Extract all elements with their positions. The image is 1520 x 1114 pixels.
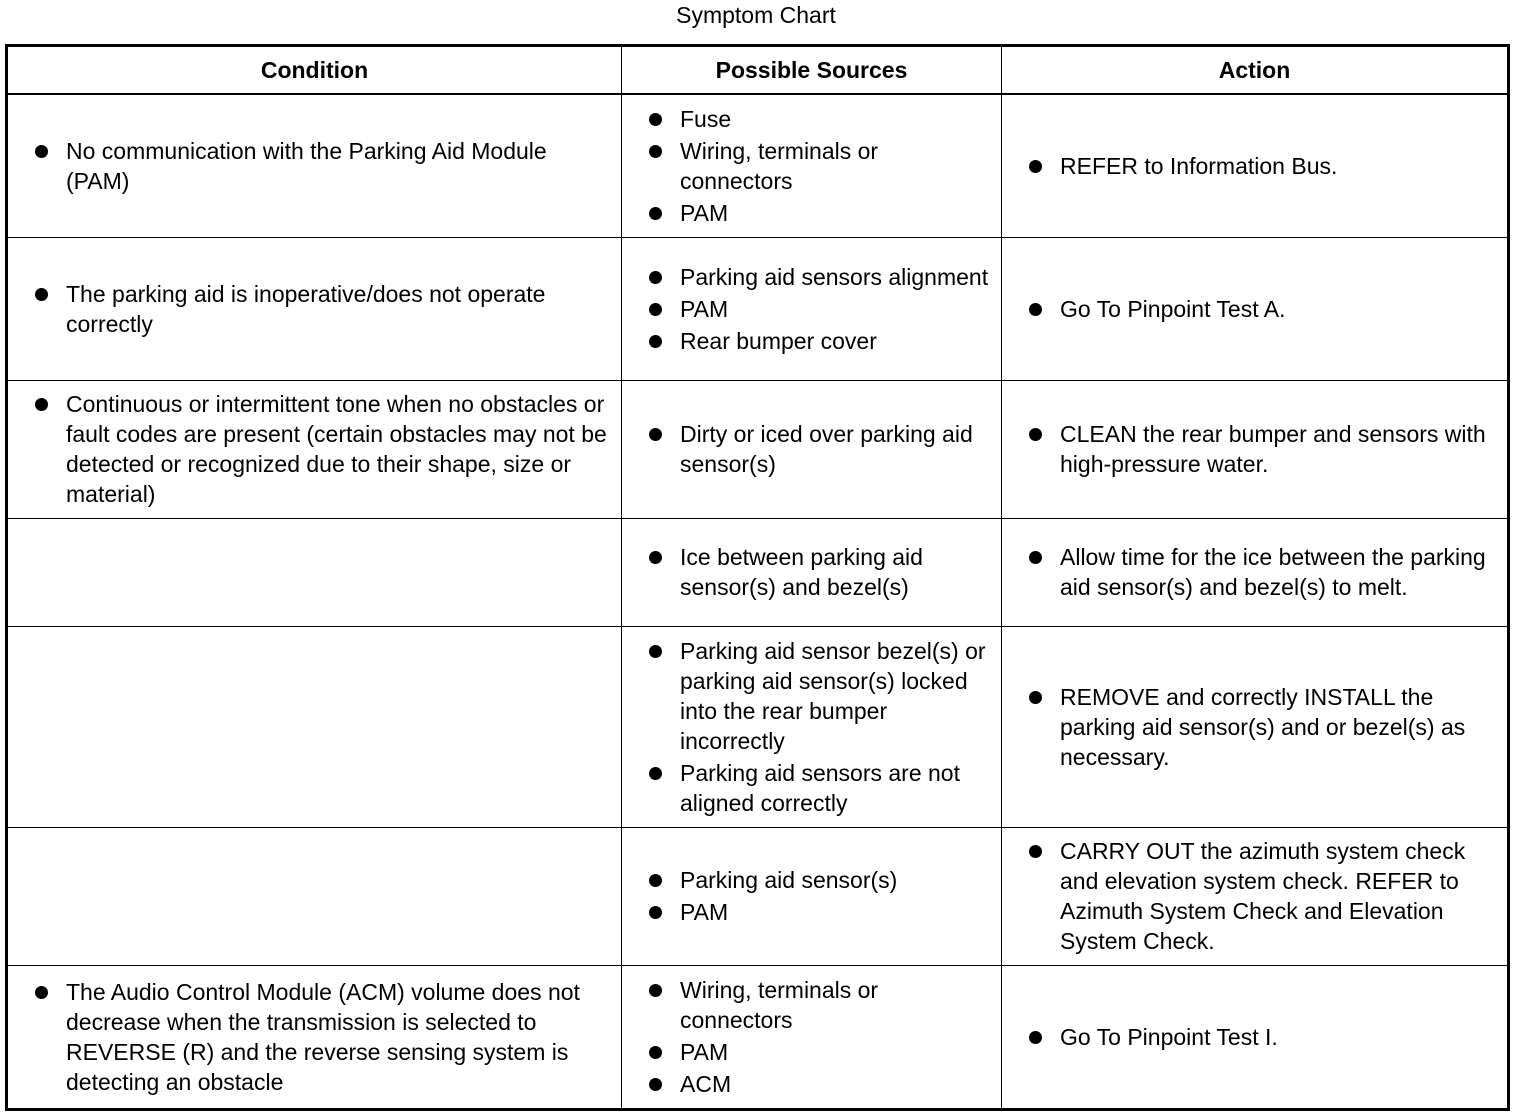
condition-cell	[7, 965, 622, 1109]
list-item: CLEAN the rear bumper and sensors with high-pressure water.	[1002, 419, 1495, 479]
list-item: REMOVE and correctly INSTALL the parking aid sensor(s) and or bezel(s) as necessary.	[1002, 682, 1495, 772]
possible-sources-list	[622, 411, 1001, 487]
possible-sources-cell	[622, 626, 1002, 827]
action-list	[1002, 534, 1507, 610]
symptom-chart-table	[5, 44, 1510, 1111]
list-item: PAM	[622, 294, 989, 324]
table-row	[7, 237, 1509, 380]
condition-cell	[7, 380, 622, 518]
condition-list	[8, 381, 621, 517]
list-item: PAM	[622, 897, 989, 927]
list-item: Parking aid sensor(s)	[622, 865, 989, 895]
action-cell	[1002, 626, 1509, 827]
condition-list	[8, 969, 621, 1105]
table-row	[7, 518, 1509, 626]
action-list	[1002, 286, 1507, 332]
condition-cell	[7, 237, 622, 380]
possible-sources-cell	[622, 237, 1002, 380]
list-item: The parking aid is inoperative/does not operate correctly	[8, 279, 609, 339]
page-title: Symptom Chart	[676, 2, 836, 28]
action-list	[1002, 828, 1507, 964]
possible-sources-list	[622, 96, 1001, 236]
list-item: CARRY OUT the azimuth system check and elevation system check. REFER to Azimuth System Check and Elevation System Check.	[1002, 836, 1495, 956]
header-row	[7, 46, 1509, 95]
list-item: Parking aid sensors alignment	[622, 262, 989, 292]
header-condition: Condition	[7, 46, 622, 95]
condition-list	[8, 271, 621, 347]
list-item: Parking aid sensor bezel(s) or parking aid sensor(s) locked into the rear bumper incorrectly	[622, 636, 989, 756]
possible-sources-cell	[622, 518, 1002, 626]
condition-cell	[7, 518, 622, 626]
possible-sources-cell	[622, 94, 1002, 237]
condition-cell	[7, 827, 622, 965]
possible-sources-cell	[622, 827, 1002, 965]
list-item: Wiring, terminals or connectors	[622, 136, 989, 196]
list-item: Wiring, terminals or connectors	[622, 975, 989, 1035]
action-cell	[1002, 518, 1509, 626]
possible-sources-cell	[622, 965, 1002, 1109]
list-item: REFER to Information Bus.	[1002, 151, 1495, 181]
condition-cell	[7, 626, 622, 827]
table-row	[7, 380, 1509, 518]
list-item: Fuse	[622, 104, 989, 134]
action-cell	[1002, 827, 1509, 965]
action-list	[1002, 674, 1507, 780]
action-list	[1002, 411, 1507, 487]
header-possible-sources: Possible Sources	[622, 46, 1002, 95]
list-item: Go To Pinpoint Test I.	[1002, 1022, 1495, 1052]
list-item: Go To Pinpoint Test A.	[1002, 294, 1495, 324]
condition-list	[8, 128, 621, 204]
possible-sources-cell	[622, 380, 1002, 518]
list-item: ACM	[622, 1069, 989, 1099]
table-row	[7, 827, 1509, 965]
list-item: No communication with the Parking Aid Module (PAM)	[8, 136, 609, 196]
condition-cell	[7, 94, 622, 237]
possible-sources-list	[622, 628, 1001, 826]
action-list	[1002, 1014, 1507, 1060]
header-action: Action	[1002, 46, 1509, 95]
possible-sources-list	[622, 967, 1001, 1107]
action-cell	[1002, 965, 1509, 1109]
action-cell	[1002, 237, 1509, 380]
possible-sources-list	[622, 254, 1001, 364]
chart-body	[7, 94, 1509, 1109]
possible-sources-list	[622, 857, 1001, 935]
list-item: Ice between parking aid sensor(s) and bezel(s)	[622, 542, 989, 602]
possible-sources-list	[622, 534, 1001, 610]
action-cell	[1002, 94, 1509, 237]
list-item: Rear bumper cover	[622, 326, 989, 356]
action-cell	[1002, 380, 1509, 518]
list-item: Parking aid sensors are not aligned correctly	[622, 758, 989, 818]
list-item: PAM	[622, 1037, 989, 1067]
list-item: PAM	[622, 198, 989, 228]
list-item: Dirty or iced over parking aid sensor(s)	[622, 419, 989, 479]
table-row	[7, 626, 1509, 827]
table-row	[7, 965, 1509, 1109]
table-row	[7, 94, 1509, 237]
list-item: Continuous or intermittent tone when no obstacles or fault codes are present (certain obstacles may not be detected or recognized due to their shape, size or material)	[8, 389, 609, 509]
list-item: The Audio Control Module (ACM) volume does not decrease when the transmission is selected to REVERSE (R) and the reverse sensing system is detecting an obstacle	[8, 977, 609, 1097]
list-item: Allow time for the ice between the parking aid sensor(s) and bezel(s) to melt.	[1002, 542, 1495, 602]
action-list	[1002, 143, 1507, 189]
